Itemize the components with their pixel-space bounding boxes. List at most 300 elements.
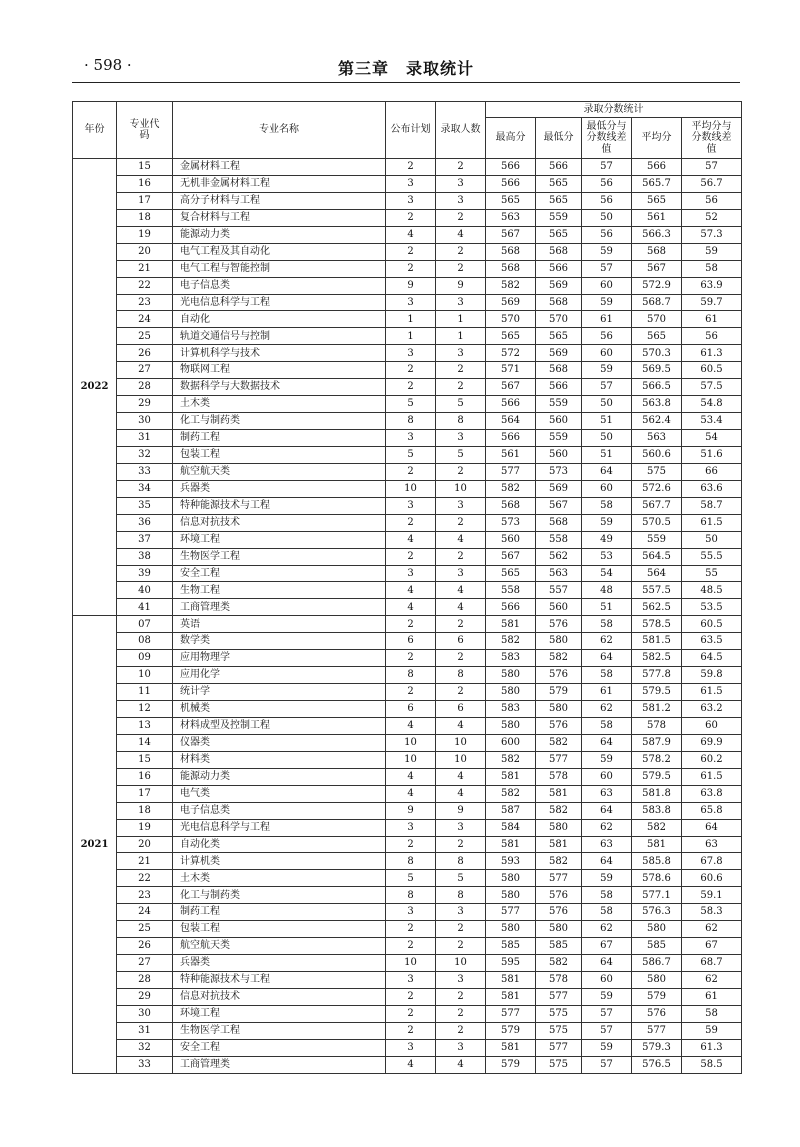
table-row (73, 1056, 742, 1073)
table-row (73, 396, 742, 413)
max-score-cell: 580 (486, 717, 536, 734)
major-code-cell: 15 (117, 751, 173, 768)
plan-count-cell: 2 (386, 836, 436, 853)
major-name-cell: 生物医学工程 (173, 548, 386, 565)
plan-count-cell: 2 (386, 159, 436, 176)
avg-diff-cell: 58.5 (682, 1056, 742, 1073)
major-name-cell: 自动化 (173, 311, 386, 328)
min-score-cell: 585 (536, 938, 582, 955)
plan-count-cell: 2 (386, 988, 436, 1005)
min-score-cell: 576 (536, 887, 582, 904)
avg-diff-cell: 61.5 (682, 768, 742, 785)
admitted-count-cell: 4 (436, 226, 486, 243)
major-name-cell: 工商管理类 (173, 1056, 386, 1073)
avg-diff-cell: 53.5 (682, 599, 742, 616)
admitted-count-cell: 4 (436, 717, 486, 734)
admitted-count-cell: 3 (436, 192, 486, 209)
major-code-cell: 23 (117, 294, 173, 311)
min-score-cell: 576 (536, 717, 582, 734)
table-row (73, 717, 742, 734)
avg-score-cell: 570.3 (632, 345, 682, 362)
max-score-cell: 566 (486, 599, 536, 616)
major-name-cell: 电子信息类 (173, 277, 386, 294)
avg-diff-cell: 61.3 (682, 345, 742, 362)
avg-diff-cell: 62 (682, 921, 742, 938)
major-name-cell: 化工与制药类 (173, 413, 386, 430)
avg-score-cell: 581.8 (632, 785, 682, 802)
plan-count-cell: 5 (386, 396, 436, 413)
table-row (73, 938, 742, 955)
max-score-cell: 577 (486, 1005, 536, 1022)
chapter-title: 第三章 录取统计 (337, 59, 474, 78)
max-score-cell: 560 (486, 531, 536, 548)
table-row (73, 226, 742, 243)
plan-count-cell: 2 (386, 243, 436, 260)
avg-score-cell: 578.2 (632, 751, 682, 768)
table-row (73, 616, 742, 633)
table-row (73, 599, 742, 616)
max-score-cell: 568 (486, 497, 536, 514)
max-score-cell: 558 (486, 582, 536, 599)
avg-score-cell: 579 (632, 988, 682, 1005)
max-score-cell: 583 (486, 650, 536, 667)
avg-score-cell: 582 (632, 819, 682, 836)
avg-score-cell: 560.6 (632, 446, 682, 463)
plan-count-cell: 10 (386, 751, 436, 768)
max-score-cell: 568 (486, 260, 536, 277)
major-name-cell: 航空航天类 (173, 463, 386, 480)
major-name-cell: 土木类 (173, 396, 386, 413)
min-score-cell: 560 (536, 599, 582, 616)
plan-count-cell: 1 (386, 311, 436, 328)
avg-score-cell: 572.6 (632, 480, 682, 497)
max-score-cell: 573 (486, 514, 536, 531)
avg-diff-cell: 63.8 (682, 785, 742, 802)
min-diff-cell: 58 (582, 616, 632, 633)
plan-count-cell: 5 (386, 446, 436, 463)
major-code-cell: 21 (117, 260, 173, 277)
major-name-cell: 包装工程 (173, 446, 386, 463)
max-score-cell: 579 (486, 1022, 536, 1039)
header-name: 专业名称 (173, 102, 386, 159)
plan-count-cell: 3 (386, 972, 436, 989)
min-diff-cell: 63 (582, 836, 632, 853)
table-row (73, 582, 742, 599)
table-row (73, 853, 742, 870)
plan-count-cell: 3 (386, 192, 436, 209)
plan-count-cell: 2 (386, 514, 436, 531)
min-diff-cell: 64 (582, 650, 632, 667)
min-diff-cell: 56 (582, 226, 632, 243)
min-diff-cell: 62 (582, 921, 632, 938)
min-diff-cell: 61 (582, 684, 632, 701)
plan-count-cell: 3 (386, 345, 436, 362)
major-code-cell: 20 (117, 836, 173, 853)
min-score-cell: 580 (536, 701, 582, 718)
table-row (73, 514, 742, 531)
avg-diff-cell: 66 (682, 463, 742, 480)
min-diff-cell: 64 (582, 853, 632, 870)
major-code-cell: 24 (117, 904, 173, 921)
avg-score-cell: 568.7 (632, 294, 682, 311)
min-score-cell: 559 (536, 209, 582, 226)
major-name-cell: 制药工程 (173, 904, 386, 921)
avg-diff-cell: 61 (682, 988, 742, 1005)
avg-diff-cell: 67.8 (682, 853, 742, 870)
major-code-cell: 26 (117, 345, 173, 362)
major-name-cell: 兵器类 (173, 480, 386, 497)
major-code-cell: 22 (117, 870, 173, 887)
min-score-cell: 566 (536, 159, 582, 176)
major-name-cell: 数学类 (173, 633, 386, 650)
major-code-cell: 11 (117, 684, 173, 701)
min-diff-cell: 57 (582, 260, 632, 277)
min-score-cell: 579 (536, 684, 582, 701)
min-score-cell: 580 (536, 633, 582, 650)
major-name-cell: 轨道交通信号与控制 (173, 328, 386, 345)
major-code-cell: 20 (117, 243, 173, 260)
avg-score-cell: 579.5 (632, 684, 682, 701)
table-row (73, 531, 742, 548)
major-name-cell: 计算机类 (173, 853, 386, 870)
avg-diff-cell: 61.3 (682, 1039, 742, 1056)
plan-count-cell: 2 (386, 938, 436, 955)
major-name-cell: 统计学 (173, 684, 386, 701)
major-code-cell: 16 (117, 175, 173, 192)
avg-score-cell: 579.5 (632, 768, 682, 785)
avg-diff-cell: 55 (682, 565, 742, 582)
table-row (73, 311, 742, 328)
max-score-cell: 595 (486, 955, 536, 972)
avg-score-cell: 570.5 (632, 514, 682, 531)
plan-count-cell: 4 (386, 717, 436, 734)
major-name-cell: 包装工程 (173, 921, 386, 938)
min-diff-cell: 58 (582, 497, 632, 514)
major-code-cell: 21 (117, 853, 173, 870)
major-name-cell: 光电信息科学与工程 (173, 819, 386, 836)
avg-score-cell: 582.5 (632, 650, 682, 667)
min-diff-cell: 59 (582, 751, 632, 768)
avg-diff-cell: 58 (682, 260, 742, 277)
avg-score-cell: 578 (632, 717, 682, 734)
major-code-cell: 30 (117, 1005, 173, 1022)
min-diff-cell: 49 (582, 531, 632, 548)
admitted-count-cell: 10 (436, 955, 486, 972)
table-row (73, 819, 742, 836)
major-code-cell: 28 (117, 379, 173, 396)
admitted-count-cell: 4 (436, 768, 486, 785)
major-code-cell: 25 (117, 921, 173, 938)
table-row (73, 175, 742, 192)
admitted-count-cell: 2 (436, 514, 486, 531)
major-code-cell: 36 (117, 514, 173, 531)
avg-score-cell: 566.3 (632, 226, 682, 243)
max-score-cell: 580 (486, 870, 536, 887)
min-score-cell: 568 (536, 243, 582, 260)
avg-diff-cell: 60.5 (682, 362, 742, 379)
min-score-cell: 559 (536, 396, 582, 413)
major-code-cell: 17 (117, 192, 173, 209)
min-score-cell: 565 (536, 192, 582, 209)
avg-diff-cell: 63.6 (682, 480, 742, 497)
major-name-cell: 材料成型及控制工程 (173, 717, 386, 734)
major-code-cell: 31 (117, 1022, 173, 1039)
admitted-count-cell: 3 (436, 175, 486, 192)
avg-diff-cell: 59.8 (682, 667, 742, 684)
plan-count-cell: 2 (386, 260, 436, 277)
avg-score-cell: 577 (632, 1022, 682, 1039)
plan-count-cell: 3 (386, 819, 436, 836)
admitted-count-cell: 2 (436, 1005, 486, 1022)
avg-diff-cell: 62 (682, 972, 742, 989)
avg-diff-cell: 60.5 (682, 616, 742, 633)
avg-score-cell: 585.8 (632, 853, 682, 870)
avg-diff-cell: 60.2 (682, 751, 742, 768)
major-name-cell: 信息对抗技术 (173, 988, 386, 1005)
avg-score-cell: 562.4 (632, 413, 682, 430)
avg-score-cell: 580 (632, 972, 682, 989)
major-name-cell: 数据科学与大数据技术 (173, 379, 386, 396)
header-avg-diff: 平均分与分数线差值 (682, 118, 742, 159)
max-score-cell: 579 (486, 1056, 536, 1073)
avg-score-cell: 577.8 (632, 667, 682, 684)
admitted-count-cell: 4 (436, 785, 486, 802)
major-name-cell: 化工与制药类 (173, 887, 386, 904)
min-diff-cell: 58 (582, 904, 632, 921)
table-row (73, 379, 742, 396)
min-score-cell: 569 (536, 345, 582, 362)
major-name-cell: 电气类 (173, 785, 386, 802)
plan-count-cell: 3 (386, 175, 436, 192)
min-diff-cell: 59 (582, 362, 632, 379)
avg-diff-cell: 61.5 (682, 514, 742, 531)
avg-score-cell: 581.2 (632, 701, 682, 718)
max-score-cell: 567 (486, 379, 536, 396)
major-name-cell: 仪器类 (173, 734, 386, 751)
plan-count-cell: 10 (386, 734, 436, 751)
admitted-count-cell: 3 (436, 819, 486, 836)
min-diff-cell: 60 (582, 480, 632, 497)
major-code-cell: 39 (117, 565, 173, 582)
min-score-cell: 578 (536, 972, 582, 989)
min-score-cell: 577 (536, 1039, 582, 1056)
min-diff-cell: 53 (582, 548, 632, 565)
min-score-cell: 568 (536, 294, 582, 311)
max-score-cell: 581 (486, 972, 536, 989)
avg-diff-cell: 58.3 (682, 904, 742, 921)
min-score-cell: 565 (536, 226, 582, 243)
plan-count-cell: 4 (386, 582, 436, 599)
admitted-count-cell: 2 (436, 260, 486, 277)
max-score-cell: 567 (486, 548, 536, 565)
plan-count-cell: 2 (386, 616, 436, 633)
major-code-cell: 33 (117, 1056, 173, 1073)
max-score-cell: 582 (486, 480, 536, 497)
min-score-cell: 557 (536, 582, 582, 599)
avg-diff-cell: 61.5 (682, 684, 742, 701)
major-code-cell: 07 (117, 616, 173, 633)
min-score-cell: 582 (536, 853, 582, 870)
max-score-cell: 580 (486, 684, 536, 701)
major-name-cell: 材料类 (173, 751, 386, 768)
max-score-cell: 572 (486, 345, 536, 362)
avg-diff-cell: 59.1 (682, 887, 742, 904)
major-code-cell: 40 (117, 582, 173, 599)
avg-score-cell: 566 (632, 159, 682, 176)
table-row (73, 548, 742, 565)
major-code-cell: 25 (117, 328, 173, 345)
avg-diff-cell: 57 (682, 159, 742, 176)
plan-count-cell: 3 (386, 565, 436, 582)
plan-count-cell: 4 (386, 599, 436, 616)
avg-diff-cell: 57.5 (682, 379, 742, 396)
min-diff-cell: 60 (582, 277, 632, 294)
avg-score-cell: 586.7 (632, 955, 682, 972)
min-score-cell: 568 (536, 514, 582, 531)
major-name-cell: 安全工程 (173, 1039, 386, 1056)
min-diff-cell: 64 (582, 734, 632, 751)
min-diff-cell: 59 (582, 988, 632, 1005)
avg-diff-cell: 57.3 (682, 226, 742, 243)
avg-score-cell: 581.5 (632, 633, 682, 650)
min-score-cell: 576 (536, 616, 582, 633)
admitted-count-cell: 1 (436, 328, 486, 345)
major-code-cell: 19 (117, 226, 173, 243)
min-score-cell: 569 (536, 277, 582, 294)
min-diff-cell: 57 (582, 159, 632, 176)
avg-diff-cell: 60.6 (682, 870, 742, 887)
max-score-cell: 565 (486, 565, 536, 582)
plan-count-cell: 8 (386, 887, 436, 904)
major-code-cell: 15 (117, 159, 173, 176)
min-score-cell: 575 (536, 1005, 582, 1022)
page-number: · 598 · (84, 56, 132, 74)
avg-diff-cell: 65.8 (682, 802, 742, 819)
min-diff-cell: 60 (582, 345, 632, 362)
table-row (73, 497, 742, 514)
admitted-count-cell: 1 (436, 311, 486, 328)
major-code-cell: 35 (117, 497, 173, 514)
min-score-cell: 567 (536, 497, 582, 514)
avg-diff-cell: 60 (682, 717, 742, 734)
table-header (73, 102, 742, 159)
major-name-cell: 环境工程 (173, 531, 386, 548)
major-code-cell: 17 (117, 785, 173, 802)
table-row (73, 243, 742, 260)
min-diff-cell: 64 (582, 955, 632, 972)
admitted-count-cell: 8 (436, 413, 486, 430)
major-name-cell: 生物工程 (173, 582, 386, 599)
plan-count-cell: 3 (386, 294, 436, 311)
avg-score-cell: 572.9 (632, 277, 682, 294)
avg-score-cell: 565 (632, 192, 682, 209)
min-diff-cell: 58 (582, 667, 632, 684)
plan-count-cell: 4 (386, 531, 436, 548)
admitted-count-cell: 2 (436, 921, 486, 938)
max-score-cell: 581 (486, 768, 536, 785)
avg-diff-cell: 67 (682, 938, 742, 955)
major-code-cell: 14 (117, 734, 173, 751)
avg-score-cell: 566.5 (632, 379, 682, 396)
min-diff-cell: 62 (582, 701, 632, 718)
min-diff-cell: 61 (582, 311, 632, 328)
avg-diff-cell: 55.5 (682, 548, 742, 565)
min-score-cell: 563 (536, 565, 582, 582)
plan-count-cell: 2 (386, 209, 436, 226)
min-diff-cell: 48 (582, 582, 632, 599)
avg-score-cell: 583.8 (632, 802, 682, 819)
avg-score-cell: 576.3 (632, 904, 682, 921)
avg-score-cell: 565.7 (632, 175, 682, 192)
admission-score-table (72, 101, 742, 1074)
min-score-cell: 559 (536, 430, 582, 447)
plan-count-cell: 9 (386, 802, 436, 819)
major-name-cell: 电子信息类 (173, 802, 386, 819)
admitted-count-cell: 4 (436, 582, 486, 599)
max-score-cell: 566 (486, 159, 536, 176)
major-code-cell: 12 (117, 701, 173, 718)
avg-diff-cell: 56 (682, 192, 742, 209)
max-score-cell: 581 (486, 616, 536, 633)
admitted-count-cell: 2 (436, 616, 486, 633)
min-diff-cell: 58 (582, 717, 632, 734)
plan-count-cell: 4 (386, 768, 436, 785)
min-diff-cell: 51 (582, 446, 632, 463)
max-score-cell: 582 (486, 633, 536, 650)
major-code-cell: 31 (117, 430, 173, 447)
avg-score-cell: 575 (632, 463, 682, 480)
min-diff-cell: 57 (582, 1022, 632, 1039)
min-score-cell: 575 (536, 1056, 582, 1073)
max-score-cell: 569 (486, 294, 536, 311)
page-header (72, 54, 740, 78)
admitted-count-cell: 8 (436, 667, 486, 684)
major-code-cell: 37 (117, 531, 173, 548)
plan-count-cell: 8 (386, 853, 436, 870)
admitted-count-cell: 2 (436, 548, 486, 565)
admitted-count-cell: 2 (436, 362, 486, 379)
admitted-count-cell: 9 (436, 277, 486, 294)
avg-diff-cell: 64.5 (682, 650, 742, 667)
major-name-cell: 机械类 (173, 701, 386, 718)
admitted-count-cell: 3 (436, 345, 486, 362)
avg-score-cell: 579.3 (632, 1039, 682, 1056)
table-row (73, 887, 742, 904)
major-name-cell: 自动化类 (173, 836, 386, 853)
major-name-cell: 安全工程 (173, 565, 386, 582)
max-score-cell: 593 (486, 853, 536, 870)
min-score-cell: 577 (536, 988, 582, 1005)
year-cell: 2021 (73, 616, 117, 1073)
header-score-group: 录取分数统计 (486, 102, 742, 118)
major-code-cell: 08 (117, 633, 173, 650)
min-diff-cell: 56 (582, 192, 632, 209)
major-code-cell: 32 (117, 1039, 173, 1056)
major-name-cell: 物联网工程 (173, 362, 386, 379)
min-diff-cell: 58 (582, 887, 632, 904)
min-score-cell: 580 (536, 819, 582, 836)
major-code-cell: 24 (117, 311, 173, 328)
min-diff-cell: 51 (582, 599, 632, 616)
min-diff-cell: 50 (582, 209, 632, 226)
header-admitted: 录取人数 (436, 102, 486, 159)
avg-score-cell: 567 (632, 260, 682, 277)
table-row (73, 446, 742, 463)
header-min-diff: 最低分与分数线差值 (582, 118, 632, 159)
admitted-count-cell: 3 (436, 565, 486, 582)
table-row (73, 345, 742, 362)
avg-score-cell: 561 (632, 209, 682, 226)
